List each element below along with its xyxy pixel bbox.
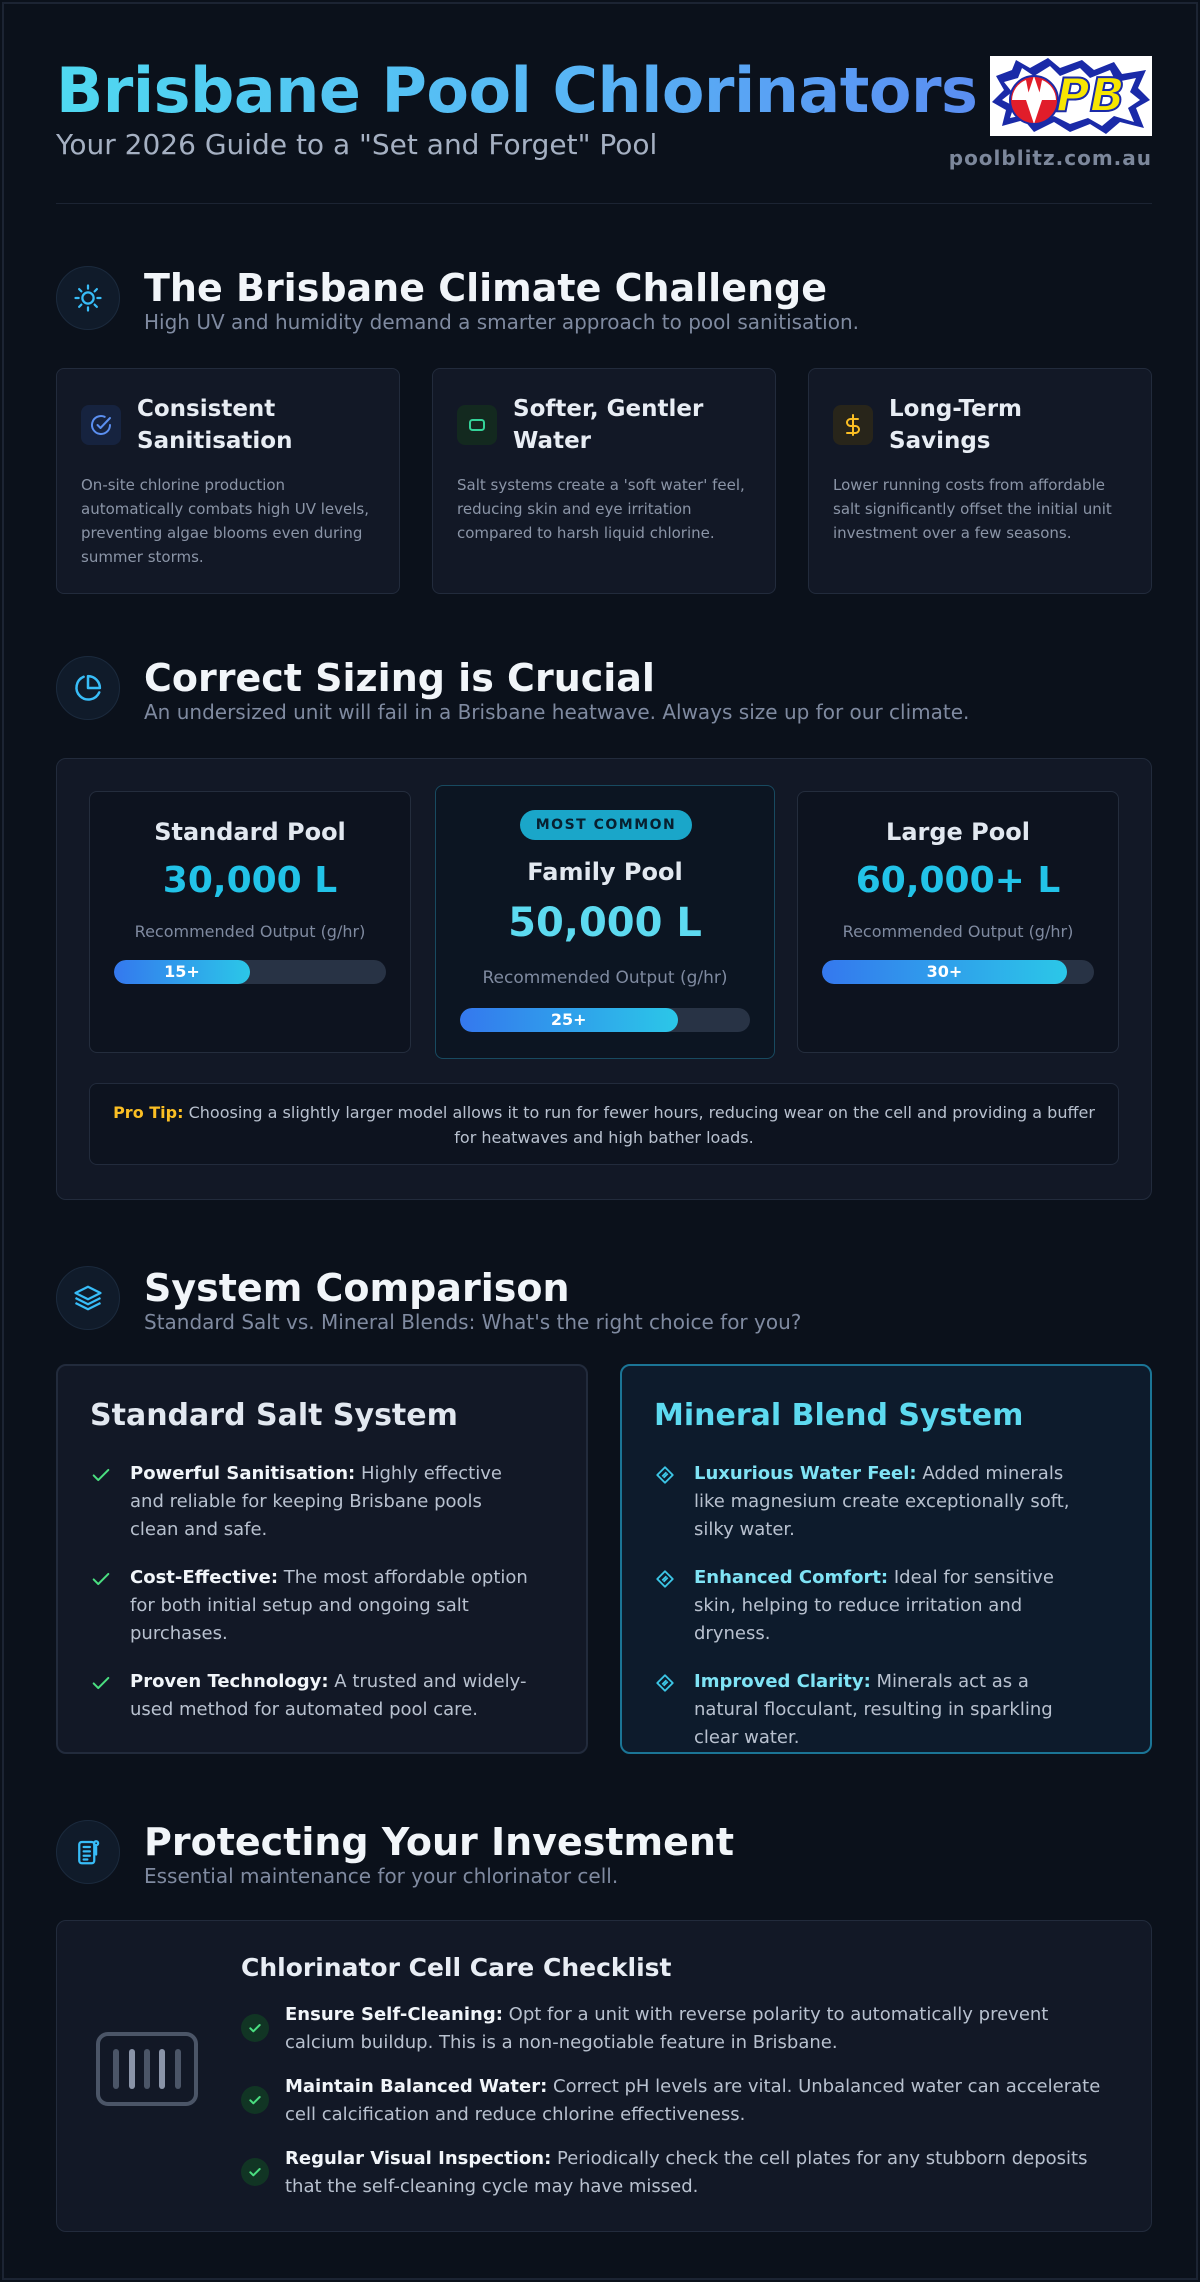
benefit-text: Salt systems create a 'soft water' feel, reducing skin and eye irritation compared to harsh liquid chlorine.	[457, 476, 745, 542]
mineral-system-card	[620, 1364, 1152, 1754]
site-url[interactable]: poolblitz.com.au	[948, 146, 1152, 170]
list-item: Powerful Sanitisation: Highly effective and reliable for keeping Brisbane pools clean and safe.	[90, 1460, 530, 1544]
climate-section-header	[56, 266, 1152, 336]
pool-name: Large Pool	[886, 818, 1030, 846]
checklist-item: Maintain Balanced Water: Correct pH levels are vital. Unbalanced water can accelerate cell calcification and reduce chlorine effectiveness.	[241, 2073, 1121, 2129]
diamond-icon	[654, 1672, 676, 1694]
list-item: Improved Clarity: Minerals act as a natural flocculant, resulting in sparkling clear water.	[654, 1668, 1094, 1752]
mineral-system-title: Mineral Blend System	[654, 1398, 1024, 1433]
output-bar-fill: 30+	[822, 960, 1067, 984]
clipboard-icon	[56, 1820, 120, 1884]
pool-name: Family Pool	[527, 858, 683, 886]
page	[56, 4, 1152, 2197]
benefit-text: Lower running costs from affordable salt significantly offset the initial unit investment over a few seasons.	[833, 476, 1112, 542]
most-common-badge: MOST COMMON	[520, 810, 692, 840]
benefit-card-savings	[808, 368, 1152, 594]
benefit-title: Softer, Gentler Water	[513, 396, 704, 454]
check-icon	[90, 1672, 112, 1694]
layers-icon	[56, 1266, 120, 1330]
check-circle-icon	[81, 405, 121, 445]
list-item: Proven Technology: A trusted and widely-used method for automated pool care.	[90, 1668, 530, 1724]
checklist-item: Ensure Self-Cleaning: Opt for a unit with reverse polarity to automatically prevent calcium buildup. This is a non-negotiable feature in Brisbane.	[241, 2001, 1121, 2057]
pool-card-large	[797, 791, 1119, 1053]
pool-volume: 60,000+ L	[855, 860, 1061, 901]
sizing-subtitle: An undersized unit will fail in a Brisbane heatwave. Always size up for our climate.	[144, 700, 970, 724]
salt-system-card	[56, 1364, 588, 1754]
output-bar	[114, 960, 386, 984]
diamond-icon	[654, 1568, 676, 1590]
chlorinator-cell-icon	[95, 2031, 199, 2107]
pool-card-family	[435, 785, 775, 1059]
checklist-title: Chlorinator Cell Care Checklist	[241, 1953, 672, 1982]
check-icon	[90, 1464, 112, 1486]
comparison-title: System Comparison	[144, 1266, 570, 1310]
salt-feature-list	[90, 1460, 530, 1744]
pro-tip	[89, 1083, 1119, 1165]
output-bar-fill: 25+	[460, 1008, 678, 1032]
benefit-title: Consistent Sanitisation	[137, 396, 293, 454]
climate-title: The Brisbane Climate Challenge	[144, 266, 827, 310]
sizing-section-header	[56, 656, 1152, 726]
pool-name: Standard Pool	[154, 818, 346, 846]
dollar-icon	[833, 405, 873, 445]
sun-icon	[56, 266, 120, 330]
water-drop-icon	[457, 405, 497, 445]
output-label: Recommended Output (g/hr)	[482, 968, 728, 988]
page-subtitle: Your 2026 Guide to a "Set and Forget" Pool	[56, 128, 658, 161]
comparison-subtitle: Standard Salt vs. Mineral Blends: What's the right choice for you?	[144, 1310, 802, 1334]
maintenance-subtitle: Essential maintenance for your chlorinator cell.	[144, 1864, 619, 1888]
maintenance-card	[56, 1920, 1152, 2232]
pool-volume: 30,000 L	[162, 860, 338, 901]
output-label: Recommended Output (g/hr)	[842, 922, 1074, 941]
checklist-item: Regular Visual Inspection: Periodically check the cell plates for any stubborn deposits that the self-cleaning cycle may have missed.	[241, 2145, 1121, 2201]
benefit-cards	[56, 368, 1152, 594]
output-bar	[822, 960, 1094, 984]
benefit-title: Long-Term Savings	[889, 396, 1023, 454]
infographic-frame	[2, 2, 1198, 2280]
maintenance-section-header	[56, 1820, 1152, 1890]
mineral-feature-list	[654, 1460, 1094, 1772]
pool-volume: 50,000 L	[508, 900, 702, 946]
benefit-card-sanitisation	[56, 368, 400, 594]
pro-tip-text: Choosing a slightly larger model allows it to run for fewer hours, reducing wear on the cell and providing a buffer for heatwaves and high bather loads.	[183, 1103, 1095, 1147]
pro-tip-label: Pro Tip:	[113, 1103, 184, 1122]
climate-subtitle: High UV and humidity demand a smarter approach to pool sanitisation.	[144, 310, 859, 334]
list-item: Luxurious Water Feel: Added minerals like magnesium create exceptionally soft, silky water.	[654, 1460, 1094, 1544]
maintenance-title: Protecting Your Investment	[144, 1820, 735, 1864]
benefit-card-softer-water	[432, 368, 776, 594]
output-label: Recommended Output (g/hr)	[134, 922, 366, 941]
check-icon	[241, 2086, 269, 2114]
comparison-section-header	[56, 1266, 1152, 1336]
pie-chart-icon	[56, 656, 120, 720]
sizing-panel	[56, 758, 1152, 1200]
pool-card-standard	[89, 791, 411, 1053]
page-title: Brisbane Pool Chlorinators	[56, 54, 978, 127]
benefit-text: On-site chlorine production automatically combats high UV levels, preventing algae blooms even during summer storms.	[81, 476, 369, 566]
diamond-icon	[654, 1464, 676, 1486]
list-item: Cost-Effective: The most affordable option for both initial setup and ongoing salt purchases.	[90, 1564, 530, 1648]
logo-wordmark: PB	[1056, 68, 1125, 122]
output-bar-fill: 15+	[114, 960, 250, 984]
check-icon	[241, 2014, 269, 2042]
output-bar	[460, 1008, 750, 1032]
salt-system-title: Standard Salt System	[90, 1398, 458, 1433]
list-item: Enhanced Comfort: Ideal for sensitive skin, helping to reduce irritation and dryness.	[654, 1564, 1094, 1648]
header	[56, 4, 1152, 204]
checklist	[241, 2001, 1121, 2217]
poolblitz-logo[interactable]	[990, 56, 1152, 136]
check-icon	[90, 1568, 112, 1590]
sizing-title: Correct Sizing is Crucial	[144, 656, 655, 700]
check-icon	[241, 2158, 269, 2186]
